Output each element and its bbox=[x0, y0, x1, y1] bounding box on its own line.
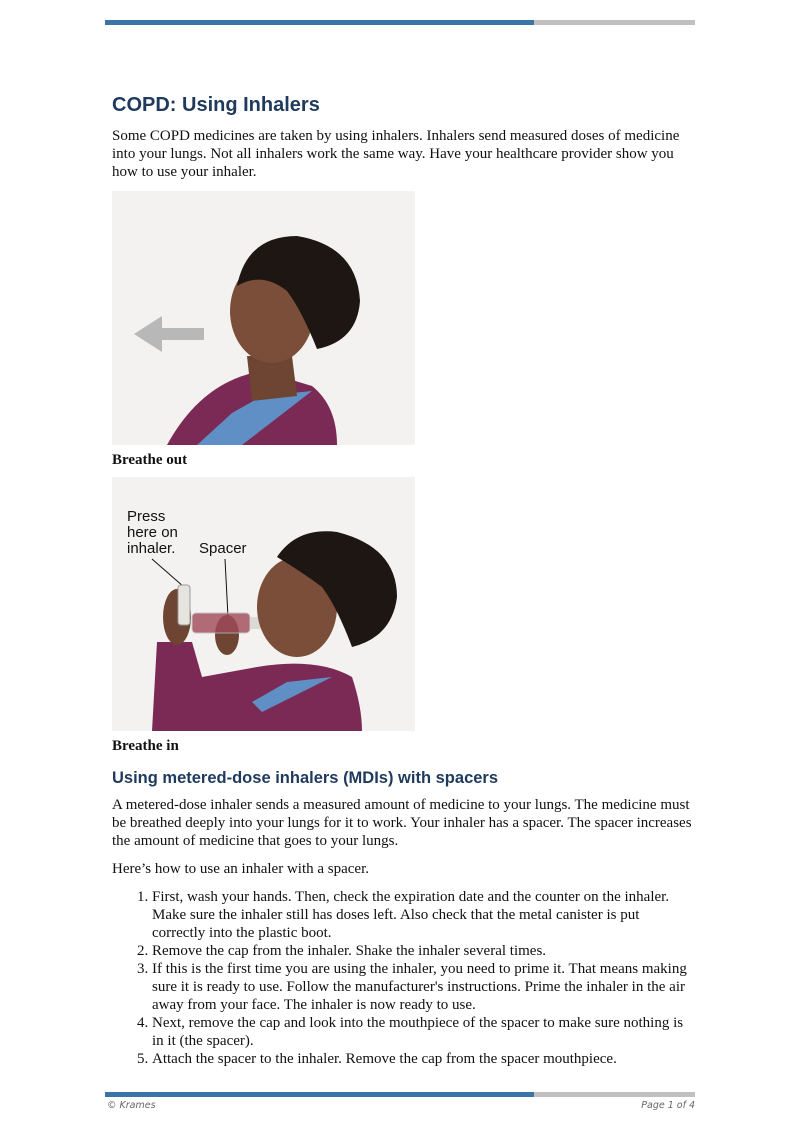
intro-paragraph: Some COPD medicines are taken by using inhalers. Inhalers send measured doses of medicine into your lungs. Not all inhalers work the same way. Have your healthcare provider show you how to use your inhaler. bbox=[112, 128, 680, 180]
breathe-in-illustration bbox=[112, 477, 415, 731]
section-paragraph: A metered-dose inhaler sends a measured amount of medicine to your lungs. The medicine must be breathed deeply into your lungs for it to work. Your inhaler has a spacer. The spacer increases the amount of medicine that goes to your lungs. bbox=[112, 797, 692, 849]
lead-in-text: Here’s how to use an inhaler with a spacer. bbox=[112, 861, 369, 877]
label-press-here: Press bbox=[127, 508, 166, 525]
header-progress-bar bbox=[105, 20, 695, 25]
list-item: 2. Remove the cap from the inhaler. Shake the inhaler several times. bbox=[152, 942, 692, 960]
figure-breathe-out bbox=[112, 191, 415, 445]
section-heading: Using metered-dose inhalers (MDIs) with spacers bbox=[112, 769, 499, 787]
figure-caption-breathe-in: Breathe in bbox=[112, 738, 179, 754]
page-title: COPD: Using Inhalers bbox=[112, 94, 320, 116]
svg-text:inhaler.: inhaler. bbox=[127, 540, 176, 557]
footer-bar-blue bbox=[105, 1092, 534, 1097]
figure-breathe-in bbox=[112, 477, 415, 731]
header-bar-gray bbox=[534, 20, 695, 25]
page-number: Page 1 of 4 bbox=[641, 1100, 695, 1111]
list-item: 1. First, wash your hands. Then, check the expiration date and the counter on the inhaler. Make sure the inhaler still has doses left. Also check that the metal canister is put correctly into the plastic boot. bbox=[152, 888, 692, 942]
list-item: 5. Attach the spacer to the inhaler. Remove the cap from the spacer mouthpiece. bbox=[152, 1050, 692, 1068]
breathe-out-illustration bbox=[112, 191, 415, 445]
header-bar-blue bbox=[105, 20, 534, 25]
footer-bar-gray bbox=[534, 1092, 695, 1097]
list-item: 4. Next, remove the cap and look into the mouthpiece of the spacer to make sure nothing is in it (the spacer). bbox=[152, 1014, 692, 1050]
figure-caption-breathe-out: Breathe out bbox=[112, 452, 188, 468]
list-item: 3. If this is the first time you are using the inhaler, you need to prime it. That means making sure it is ready to use. Follow the manufacturer's instructions. Prime the inhaler in the air away from your face. The inhaler is now ready to use. bbox=[152, 960, 692, 1014]
page-footer bbox=[107, 1100, 695, 1111]
footer-progress-bar bbox=[105, 1092, 695, 1097]
document-body bbox=[112, 94, 692, 1068]
steps-list bbox=[112, 888, 692, 1068]
label-spacer: Spacer bbox=[199, 540, 247, 557]
copyright-text: © Krames bbox=[107, 1100, 156, 1111]
svg-text:here on: here on bbox=[127, 524, 178, 541]
